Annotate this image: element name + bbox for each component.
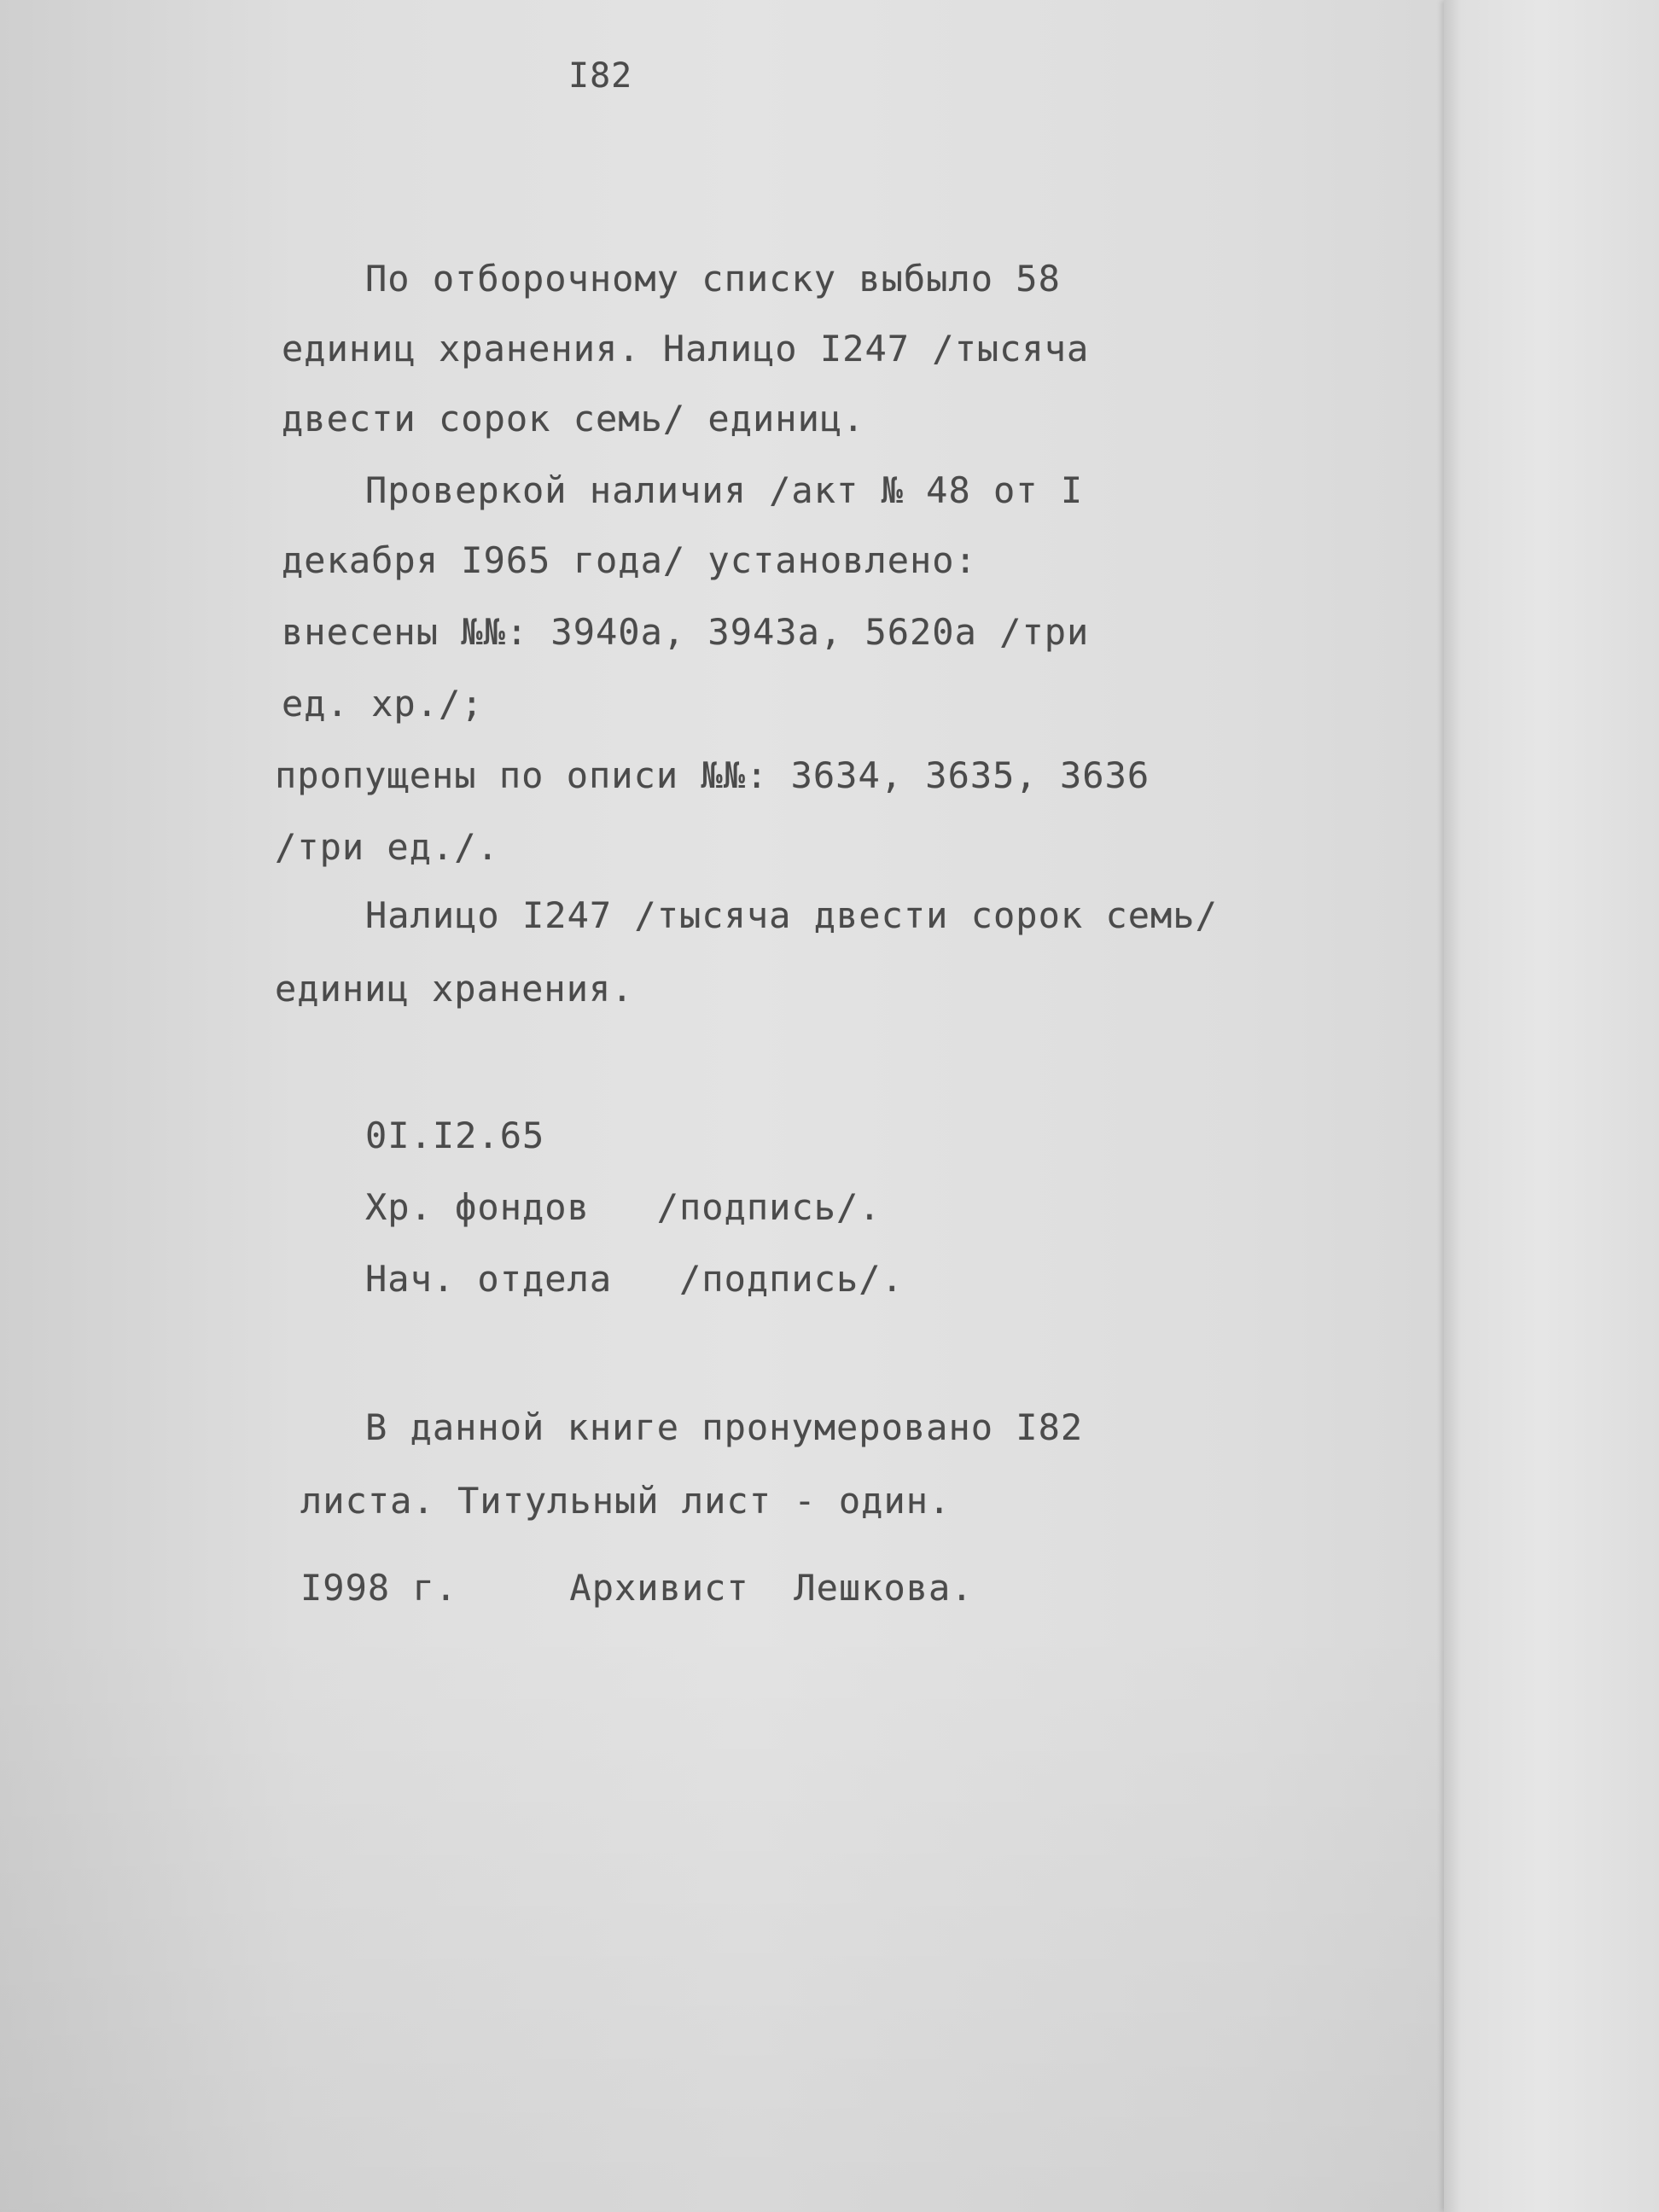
certification-line-3: I998 г. Архивист Лешкова. [300, 1567, 974, 1609]
certification-line-2: листа. Титульный лист - один. [300, 1480, 952, 1522]
body-line-3: двести сорок семь/ единиц. [282, 398, 865, 439]
page-number: I82 [568, 56, 633, 96]
signature-line-1: Хр. фондов /подпись/. [365, 1186, 882, 1228]
document-date: 0I.I2.65 [365, 1115, 545, 1156]
body-line-5: декабря I965 года/ установлено: [282, 539, 977, 581]
page-edge [1444, 0, 1659, 2212]
body-line-6: внесены №№: 3940а, 3943а, 5620а /три [282, 611, 1090, 653]
body-line-10: Налицо I247 /тысяча двести сорок семь/ [365, 894, 1218, 936]
body-line-9: /три ед./. [275, 826, 499, 868]
body-line-7: ед. хр./; [282, 683, 484, 725]
body-line-1: По отборочному списку выбыло 58 [365, 258, 1061, 300]
body-line-8: пропущены по описи №№: 3634, 3635, 3636 [275, 754, 1150, 796]
body-line-11: единиц хранения. [275, 968, 634, 1010]
certification-line-1: В данной книге пронумеровано I82 [365, 1406, 1084, 1448]
paper-shadow [0, 1621, 1444, 2212]
body-line-2: единиц хранения. Налицо I247 /тысяча [282, 328, 1090, 370]
body-line-4: Проверкой наличия /акт № 48 от I [365, 469, 1084, 511]
signature-line-2: Нач. отдела /подпись/. [365, 1258, 904, 1300]
